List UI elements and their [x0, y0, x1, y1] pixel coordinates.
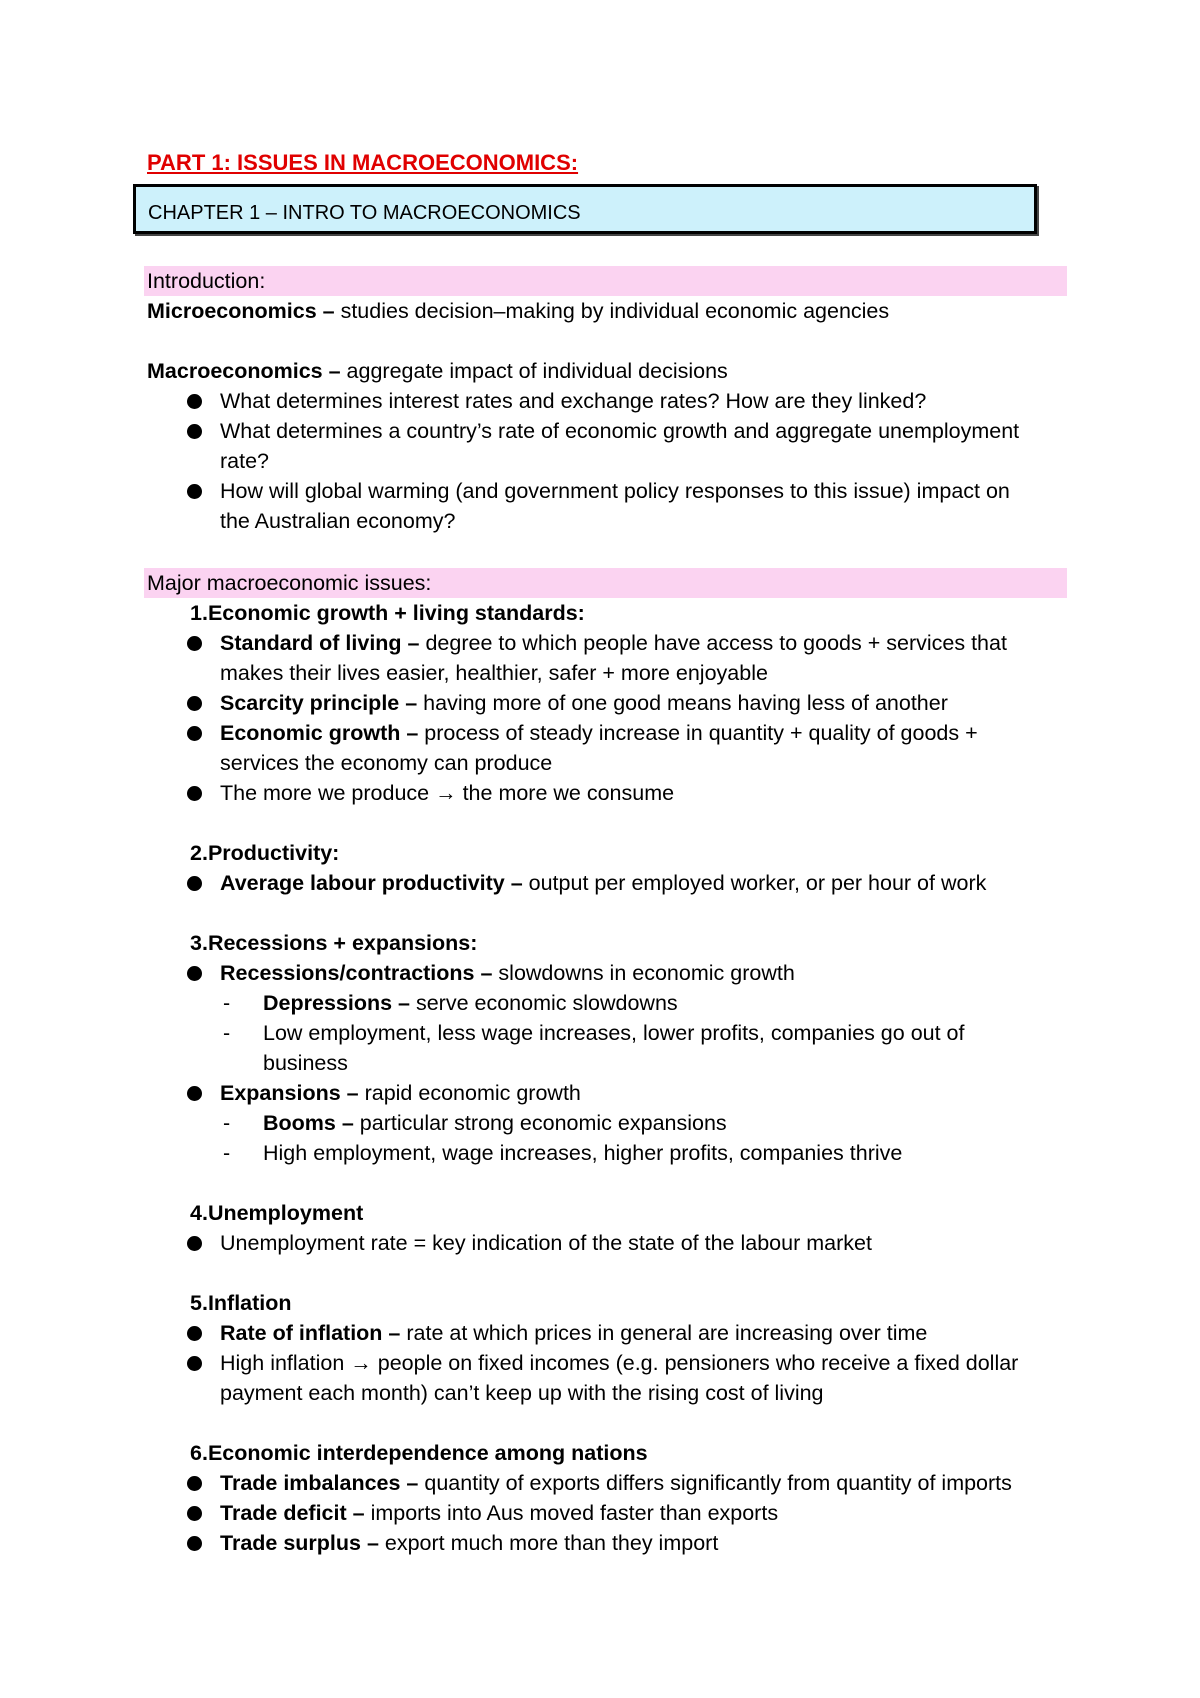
- list-item: What determines a country’s rate of economic growth and aggregate unemployment: [147, 416, 1067, 446]
- issue-item: [147, 928, 1067, 1198]
- list-item-continuation: payment each month) can’t keep up with the rising cost of living: [220, 1381, 824, 1405]
- section-heading-introduction: Introduction:: [144, 266, 1067, 296]
- issue-item: [147, 1288, 1067, 1438]
- list-item: Average labour productivity – output per employed worker, or per hour of work: [147, 868, 1067, 898]
- issue-title: Economic growth + living standards:: [207, 601, 585, 625]
- bullet-icon: [187, 394, 202, 409]
- bullet-icon: [187, 966, 202, 981]
- microeconomics-definition: [147, 296, 1067, 326]
- bullet-icon: [187, 786, 202, 801]
- list-item-continuation: makes their lives easier, healthier, safer + more enjoyable: [220, 661, 768, 685]
- issue-item: [147, 1438, 1067, 1558]
- intro-questions-list: [147, 386, 1067, 536]
- major-issues-list: [147, 598, 1067, 1558]
- list-item: The more we produce → the more we consume: [147, 778, 1067, 808]
- issue-title: Inflation: [207, 1291, 292, 1315]
- item-number: 3.: [190, 931, 208, 955]
- list-item: What determines interest rates and exchange rates? How are they linked?: [147, 386, 1067, 416]
- issue-title: Productivity:: [207, 841, 340, 865]
- item-number: 5.: [190, 1291, 208, 1315]
- dash-marker: -: [223, 991, 231, 1015]
- list-item-continuation: services the economy can produce: [220, 751, 553, 775]
- term: Microeconomics –: [147, 299, 335, 323]
- list-item: Scarcity principle – having more of one good means having less of another: [147, 688, 1067, 718]
- issue-item: [147, 1198, 1067, 1288]
- dash-marker: -: [223, 1021, 231, 1045]
- sub-list-item: - High employment, wage increases, higher profits, companies thrive: [147, 1138, 1067, 1168]
- list-item: Trade surplus – export much more than they import: [147, 1528, 1067, 1558]
- part-title: PART 1: ISSUES IN MACROECONOMICS:: [147, 150, 579, 175]
- list-item: Recessions/contractions – slowdowns in economic growth: [147, 958, 1067, 988]
- bullet-icon: [187, 1506, 202, 1521]
- bullet-icon: [187, 424, 202, 439]
- bullet-icon: [187, 1326, 202, 1341]
- term: Macroeconomics –: [147, 359, 341, 383]
- document-page: [147, 140, 1067, 1558]
- macroeconomics-definition: [147, 356, 1067, 386]
- section-heading-major-issues: Major macroeconomic issues:: [144, 568, 1067, 598]
- list-item-continuation: the Australian economy?: [220, 509, 456, 533]
- list-item-continuation: rate?: [220, 449, 270, 473]
- list-item: Rate of inflation – rate at which prices in general are increasing over time: [147, 1318, 1067, 1348]
- bullet-icon: [187, 1236, 202, 1251]
- bullet-icon: [187, 1086, 202, 1101]
- sub-list-item-continuation: business: [263, 1051, 348, 1075]
- bullet-icon: [187, 1476, 202, 1491]
- bullet-icon: [187, 696, 202, 711]
- list-item: Standard of living – degree to which people have access to goods + services that: [147, 628, 1067, 658]
- issue-item: [147, 838, 1067, 928]
- dash-marker: -: [223, 1111, 231, 1135]
- item-number: 2.: [190, 841, 208, 865]
- issue-item: [147, 598, 1067, 838]
- definition: studies decision–making by individual economic agencies: [334, 299, 890, 323]
- chapter-title: CHAPTER 1 – INTRO TO MACROECONOMICS: [148, 202, 581, 224]
- issue-title: Economic interdependence among nations: [207, 1441, 648, 1465]
- list-item: Unemployment rate = key indication of the state of the labour market: [147, 1228, 1067, 1258]
- bullet-icon: [187, 726, 202, 741]
- bullet-icon: [187, 876, 202, 891]
- list-item: High inflation → people on fixed incomes (e.g. pensioners who receive a fixed dollar: [147, 1348, 1067, 1378]
- list-item: Trade imbalances – quantity of exports differs significantly from quantity of imports: [147, 1468, 1067, 1498]
- bullet-icon: [187, 1356, 202, 1371]
- item-number: 6.: [190, 1441, 208, 1465]
- list-item: How will global warming (and government policy responses to this issue) impact on: [147, 476, 1067, 506]
- dash-marker: -: [223, 1141, 231, 1165]
- list-item: Economic growth – process of steady increase in quantity + quality of goods +: [147, 718, 1067, 748]
- issue-title: Recessions + expansions:: [207, 931, 478, 955]
- list-item: Trade deficit – imports into Aus moved faster than exports: [147, 1498, 1067, 1528]
- list-item: Expansions – rapid economic growth: [147, 1078, 1067, 1108]
- definition: aggregate impact of individual decisions: [340, 359, 728, 383]
- item-number: 4.: [190, 1201, 208, 1225]
- sub-list-item: - Depressions – serve economic slowdowns: [147, 988, 1067, 1018]
- chapter-heading-box: [133, 184, 1037, 234]
- item-number: 1.: [190, 601, 208, 625]
- bullet-icon: [187, 484, 202, 499]
- bullet-icon: [187, 636, 202, 651]
- bullet-icon: [187, 1536, 202, 1551]
- sub-list-item: - Low employment, less wage increases, lower profits, companies go out of: [147, 1018, 1067, 1048]
- sub-list-item: - Booms – particular strong economic expansions: [147, 1108, 1067, 1138]
- issue-title: Unemployment: [207, 1201, 364, 1225]
